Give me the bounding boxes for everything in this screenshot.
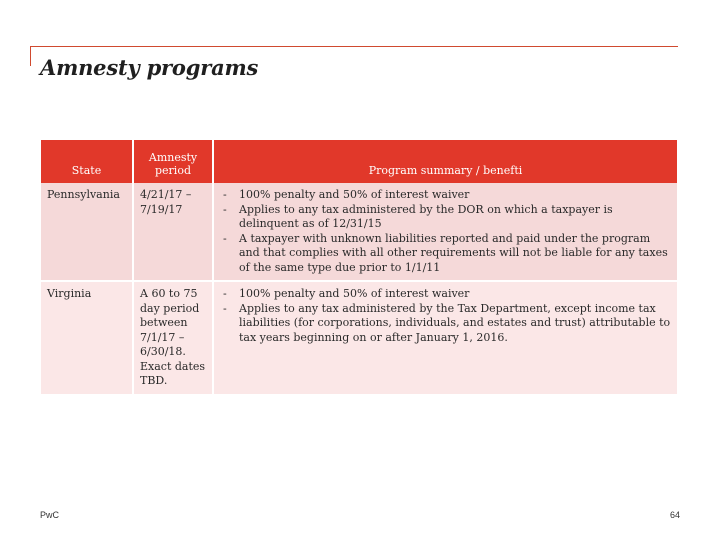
cell-period: A 60 to 75 day period between 7/1/17 – 6/30/18. Exact dates TBD. <box>133 281 213 394</box>
table-row <box>41 183 677 281</box>
amnesty-table <box>41 140 677 394</box>
summary-item: - 100% penalty and 50% of interest waiver <box>220 287 672 302</box>
page-number: 64 <box>669 510 680 520</box>
summary-item: - 100% penalty and 50% of interest waiver <box>220 188 672 203</box>
summary-list <box>220 287 672 345</box>
slide-title: Amnesty programs <box>40 55 259 80</box>
footer-brand: PwC <box>40 510 60 520</box>
summary-item: - A taxpayer with unknown liabilities reported and paid under the program and that complies with all other requirements will not be liable for any taxes of the same type due prior to 1/1/11 <box>220 232 672 276</box>
cell-summary <box>213 281 677 394</box>
header-period: Amnesty period <box>133 140 213 183</box>
title-rule <box>30 46 678 47</box>
title-rule-tick <box>30 46 31 66</box>
cell-summary <box>213 183 677 281</box>
header-state: State <box>41 140 133 183</box>
cell-state: Pennsylvania <box>41 183 133 281</box>
header-summary: Program summary / benefti <box>213 140 677 183</box>
table-header-row <box>41 140 677 183</box>
cell-state: Virginia <box>41 281 133 394</box>
cell-period: 4/21/17 – 7/19/17 <box>133 183 213 281</box>
summary-item: - Applies to any tax administered by the DOR on which a taxpayer is delinquent as of 12/31/15 <box>220 203 672 232</box>
table-row <box>41 281 677 394</box>
summary-item: - Applies to any tax administered by the Tax Department, except income tax liabilities (for corporations, individuals, and estates and trust) attributable to tax years beginning on or after January 1, 2016. <box>220 302 672 346</box>
summary-list <box>220 188 672 275</box>
